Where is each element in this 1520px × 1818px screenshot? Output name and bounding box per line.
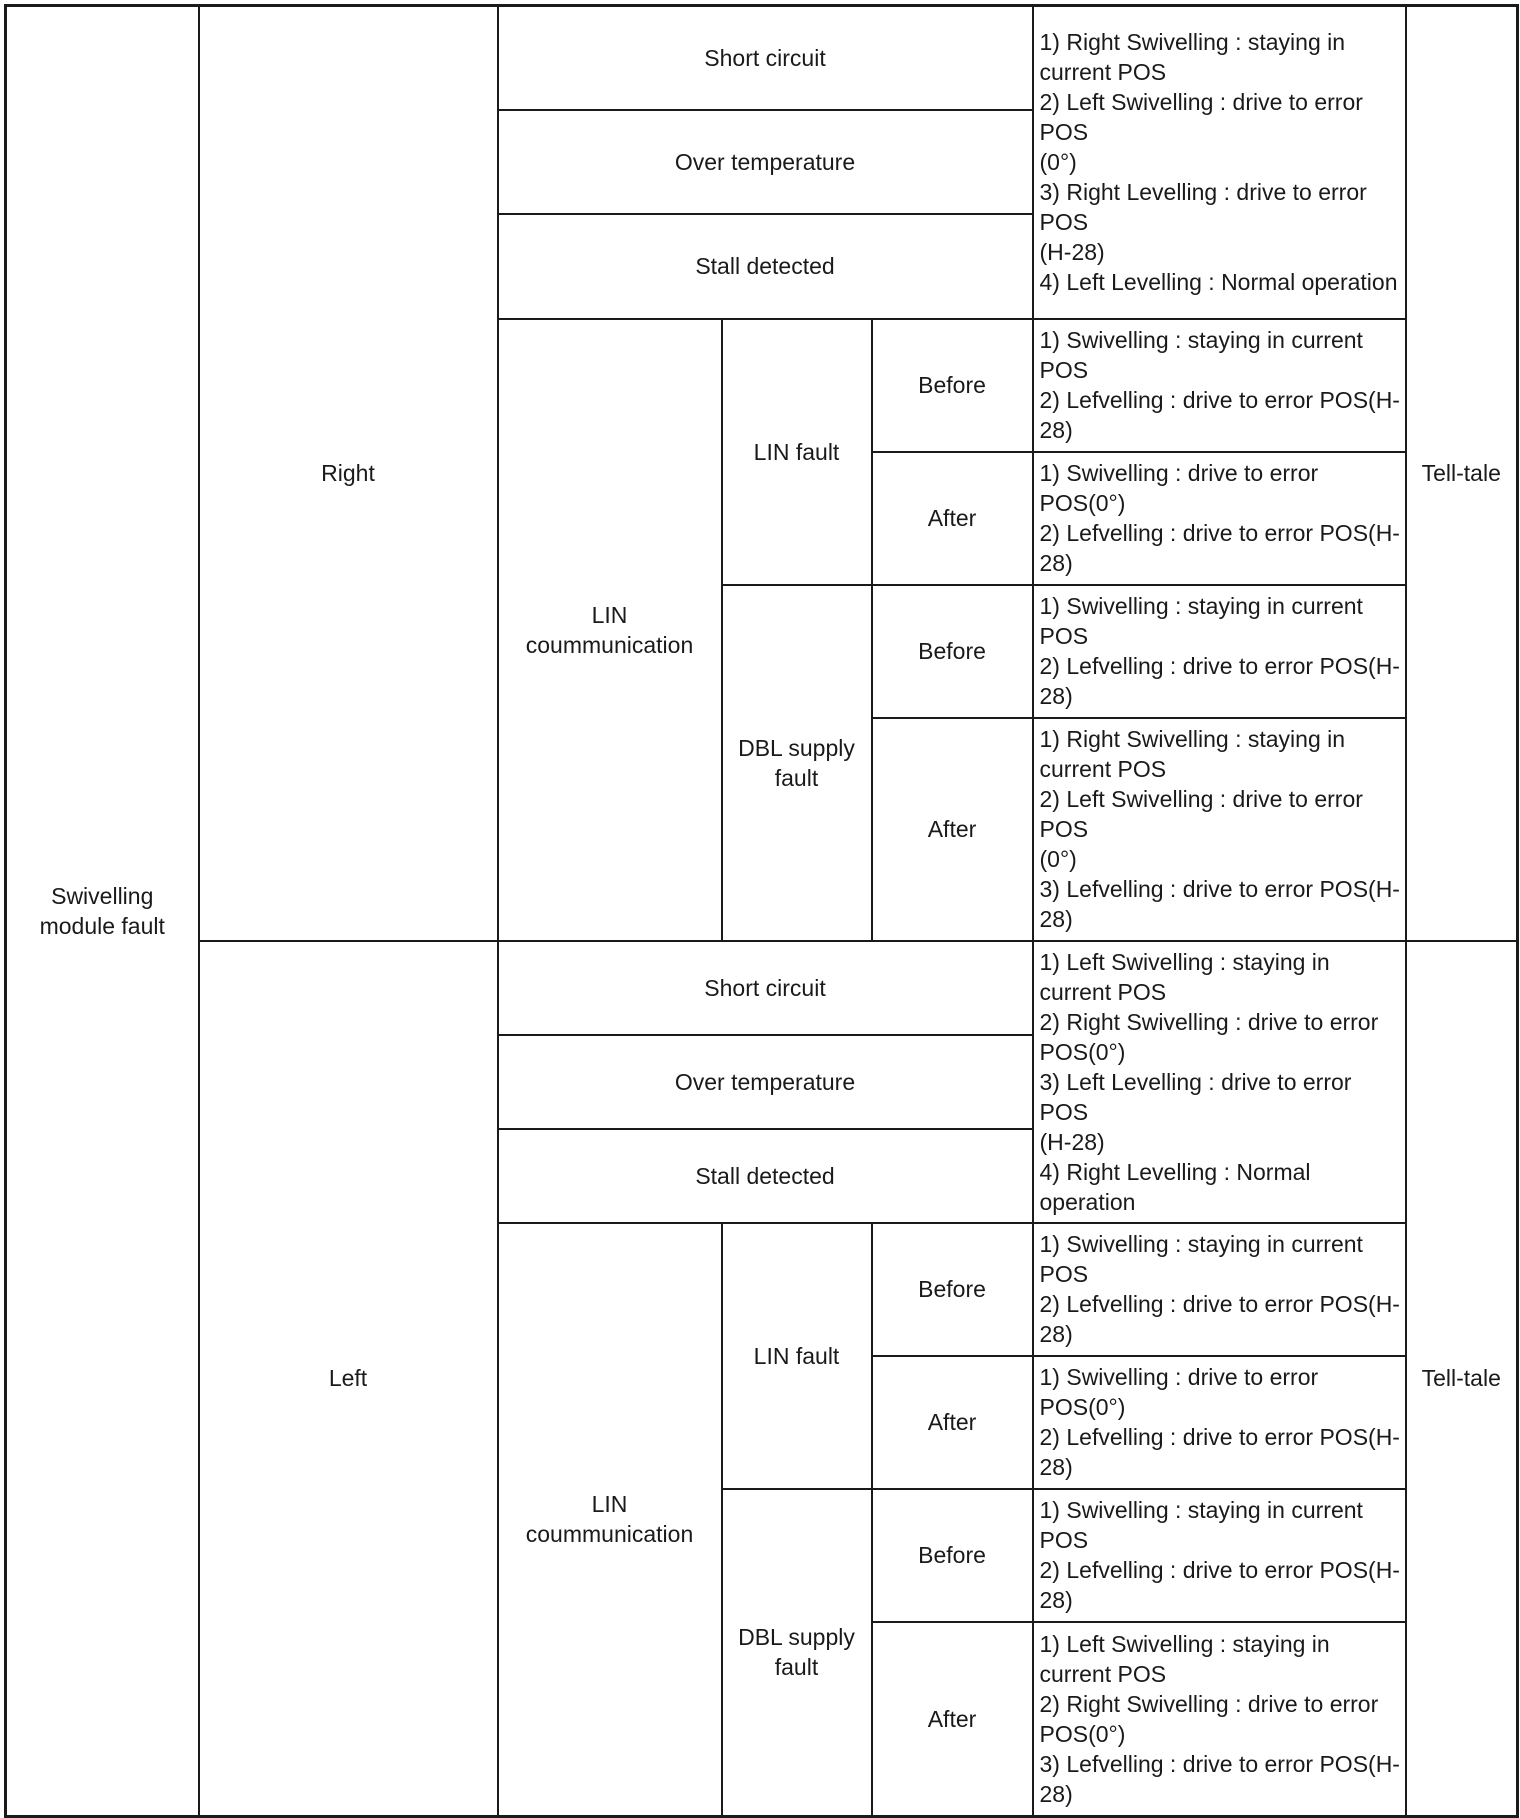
right-short-circuit: Short circuit bbox=[498, 6, 1033, 110]
left-lin-fault-after: After bbox=[872, 1356, 1033, 1489]
result-line: 1) Swivelling : drive to error POS(0°) bbox=[1039, 1364, 1319, 1420]
result-line: 4) Right Levelling : Normal operation bbox=[1039, 1158, 1311, 1215]
right-lin-fault: LIN fault bbox=[722, 319, 872, 585]
right-dbl-after: After bbox=[872, 718, 1033, 941]
result-line: 2) Lefvelling : drive to error POS(H-28) bbox=[1039, 1557, 1400, 1613]
result-line: (0°) bbox=[1039, 149, 1077, 176]
left-tell-tale: Tell-tale bbox=[1406, 941, 1518, 1817]
left-dbl-before: Before bbox=[872, 1489, 1033, 1622]
left-lin-communication: LIN coummunication bbox=[498, 1223, 722, 1817]
right-stall-detected: Stall detected bbox=[498, 214, 1033, 319]
left-lin-fault-after-result bbox=[1033, 1356, 1406, 1489]
result-line: 1) Swivelling : drive to error POS(0°) bbox=[1039, 460, 1319, 516]
result-line: 1) Swivelling : staying in current POS bbox=[1039, 1497, 1363, 1553]
result-line: 4) Left Levelling : Normal operation bbox=[1039, 269, 1398, 296]
right-lin-fault-before-result bbox=[1033, 319, 1406, 452]
result-line: 3) Right Levelling : drive to error POS bbox=[1039, 179, 1367, 236]
result-line: 3) Left Levelling : drive to error POS bbox=[1039, 1068, 1352, 1125]
result-line: 1) Swivelling : staying in current POS bbox=[1039, 593, 1363, 649]
result-line: 2) Lefvelling : drive to error POS(H-28) bbox=[1039, 1291, 1400, 1347]
right-lin-fault-before: Before bbox=[872, 319, 1033, 452]
result-line: 3) Lefvelling : drive to error POS(H-28) bbox=[1039, 876, 1400, 932]
result-line: 2) Lefvelling : drive to error POS(H-28) bbox=[1039, 1424, 1400, 1480]
left-hw-fault-result bbox=[1033, 941, 1406, 1223]
result-line: 2) Right Swivelling : drive to error POS(0°) bbox=[1039, 1690, 1379, 1747]
side-label-left: Left bbox=[199, 941, 498, 1817]
result-line: 1) Swivelling : staying in current POS bbox=[1039, 1231, 1363, 1287]
result-line: 2) Right Swivelling : drive to error POS(0°) bbox=[1039, 1008, 1379, 1065]
left-lin-fault: LIN fault bbox=[722, 1223, 872, 1489]
right-lin-communication: LIN coummunication bbox=[498, 319, 722, 941]
result-line: 2) Lefvelling : drive to error POS(H-28) bbox=[1039, 653, 1400, 709]
result-line: 2) Left Swivelling : drive to error POS bbox=[1039, 89, 1363, 146]
left-short-circuit: Short circuit bbox=[498, 941, 1033, 1035]
module-fault-label: Swivelling module fault bbox=[6, 6, 199, 1817]
side-label-right: Right bbox=[199, 6, 498, 941]
right-tell-tale: Tell-tale bbox=[1406, 6, 1518, 941]
right-dbl-supply-fault: DBL supply fault bbox=[722, 585, 872, 941]
result-line: 1) Right Swivelling : staying in current POS bbox=[1039, 726, 1346, 782]
right-dbl-after-result bbox=[1033, 718, 1406, 941]
right-hw-fault-result bbox=[1033, 6, 1406, 319]
left-dbl-after: After bbox=[872, 1622, 1033, 1817]
left-stall-detected: Stall detected bbox=[498, 1129, 1033, 1223]
result-line: 1) Left Swivelling : staying in current POS bbox=[1039, 948, 1330, 1005]
result-line: 2) Lefvelling : drive to error POS(H-28) bbox=[1039, 520, 1400, 576]
result-line: 1) Left Swivelling : staying in current POS bbox=[1039, 1630, 1330, 1687]
result-line: (0°) bbox=[1039, 846, 1077, 872]
result-line: (H-28) bbox=[1039, 239, 1105, 266]
left-dbl-before-result bbox=[1033, 1489, 1406, 1622]
result-line: 1) Right Swivelling : staying in current POS bbox=[1039, 29, 1346, 86]
left-dbl-supply-fault: DBL supply fault bbox=[722, 1489, 872, 1817]
swivelling-fault-table bbox=[4, 4, 1519, 1818]
left-over-temperature: Over temperature bbox=[498, 1035, 1033, 1129]
left-lin-fault-before-result bbox=[1033, 1223, 1406, 1356]
right-over-temperature: Over temperature bbox=[498, 110, 1033, 214]
left-lin-fault-before: Before bbox=[872, 1223, 1033, 1356]
right-dbl-before-result bbox=[1033, 585, 1406, 718]
right-lin-fault-after-result bbox=[1033, 452, 1406, 585]
result-line: 2) Left Swivelling : drive to error POS bbox=[1039, 786, 1363, 842]
result-line: (H-28) bbox=[1039, 1128, 1105, 1155]
right-lin-fault-after: After bbox=[872, 452, 1033, 585]
left-dbl-after-result bbox=[1033, 1622, 1406, 1817]
right-dbl-before: Before bbox=[872, 585, 1033, 718]
result-line: 2) Lefvelling : drive to error POS(H-28) bbox=[1039, 387, 1400, 443]
result-line: 3) Lefvelling : drive to error POS(H-28) bbox=[1039, 1750, 1400, 1807]
result-line: 1) Swivelling : staying in current POS bbox=[1039, 327, 1363, 383]
